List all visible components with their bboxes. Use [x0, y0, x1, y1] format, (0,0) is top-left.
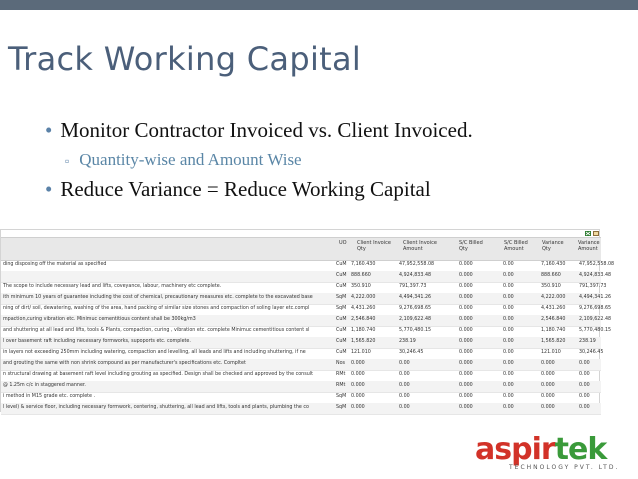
table-cell-vq: 4,222.000 — [541, 295, 566, 300]
bullet-dot-icon: • — [45, 118, 53, 142]
table-cell-scq: 0.000 — [459, 295, 473, 300]
table-cell-desc: l over basement raft including necessary formworks, supoports etc. complete. — [3, 339, 191, 344]
grid-header — [1, 237, 601, 261]
table-cell-ciq: 1,565.820 — [351, 339, 376, 344]
table-cell-sca: 0.00 — [503, 328, 514, 333]
table-cell-ciq: 0.000 — [351, 383, 365, 388]
table-cell-scq: 0.000 — [459, 317, 473, 322]
table-row[interactable] — [1, 304, 612, 316]
settings-icon[interactable] — [593, 231, 599, 236]
table-cell-desc: ning of dirt/ soil, dewatering, washing of the area, hand packing of similar size stones and compaction of soling layer etc.compl — [3, 306, 310, 311]
table-cell-vq: 350.910 — [541, 284, 561, 289]
table-cell-va: 0.00 — [579, 383, 590, 388]
table-cell-uom: CuM — [336, 350, 347, 355]
table-row[interactable] — [1, 260, 615, 272]
table-cell-sca: 0.00 — [503, 372, 514, 377]
table-cell-uom: CuM — [336, 284, 347, 289]
table-cell-vq: 888.660 — [541, 273, 561, 278]
table-cell-va: 4,924,833.48 — [579, 273, 612, 278]
table-cell-uom: CuM — [336, 273, 347, 278]
table-cell-sca: 0.00 — [503, 405, 514, 410]
slide-top-bar — [0, 0, 638, 10]
table-cell-uom: CuM — [336, 317, 347, 322]
table-cell-sca: 0.00 — [503, 350, 514, 355]
table-cell-va: 0.00 — [579, 394, 590, 399]
column-header-uom[interactable]: UO — [339, 240, 347, 246]
table-cell-vq: 0.000 — [541, 383, 555, 388]
sub-bullet-text: Quantity-wise and Amount Wise — [79, 150, 302, 169]
table-cell-vq: 0.000 — [541, 361, 555, 366]
table-cell-cia: 9,276,698.65 — [399, 306, 432, 311]
table-cell-ciq: 0.000 — [351, 361, 365, 366]
table-cell-va: 2,109,622.48 — [579, 317, 612, 322]
table-cell-uom: RMt — [336, 383, 346, 388]
table-cell-uom: SqM — [336, 306, 347, 311]
column-header-variance-qty[interactable]: Variance Qty — [542, 240, 564, 252]
table-cell-sca: 0.00 — [503, 262, 514, 267]
table-cell-va: 5,770,480.15 — [579, 328, 612, 333]
table-cell-cia: 0.00 — [399, 361, 410, 366]
table-row[interactable] — [1, 282, 607, 294]
logo-tagline: TECHNOLOGY PVT. LTD. — [509, 464, 620, 471]
table-cell-sca: 0.00 — [503, 273, 514, 278]
table-cell-scq: 0.000 — [459, 284, 473, 289]
table-cell-va: 0.00 — [579, 372, 590, 377]
table-cell-desc: @ 1.25m c/c in staggered manner. — [3, 383, 86, 388]
table-cell-scq: 0.000 — [459, 405, 473, 410]
table-cell-uom: SqM — [336, 394, 347, 399]
table-row[interactable] — [1, 359, 601, 371]
table-cell-cia: 0.00 — [399, 394, 410, 399]
table-cell-desc: i method in M15 grade etc. complete . — [3, 394, 96, 399]
table-row[interactable] — [1, 348, 604, 360]
table-cell-sca: 0.00 — [503, 284, 514, 289]
table-cell-ciq: 0.000 — [351, 372, 365, 377]
table-cell-ciq: 2,546.840 — [351, 317, 376, 322]
table-row[interactable] — [1, 392, 601, 404]
table-cell-vq: 2,546.840 — [541, 317, 566, 322]
table-cell-cia: 0.00 — [399, 405, 410, 410]
table-cell-va: 4,494,341.26 — [579, 295, 612, 300]
table-cell-va: 30,246.45 — [579, 350, 604, 355]
table-cell-sca: 0.00 — [503, 383, 514, 388]
table-row[interactable] — [1, 403, 601, 415]
table-cell-vq: 7,160.430 — [541, 262, 566, 267]
table-row[interactable] — [1, 381, 601, 393]
table-cell-cia: 5,770,480.15 — [399, 328, 432, 333]
table-cell-ciq: 4,222.000 — [351, 295, 376, 300]
table-cell-vq: 1,565.820 — [541, 339, 566, 344]
table-cell-scq: 0.000 — [459, 273, 473, 278]
table-cell-desc: and shuttering at all lead and lifts, tools & Plants, compaction, curing , vibration etc. complete Minimuc cementitious content sl — [3, 328, 310, 333]
slide-title: Track Working Capital — [8, 40, 362, 78]
table-cell-scq: 0.000 — [459, 350, 473, 355]
table-cell-cia: 791,397.73 — [399, 284, 427, 289]
table-cell-scq: 0.000 — [459, 383, 473, 388]
table-cell-sca: 0.00 — [503, 361, 514, 366]
table-cell-uom: RMt — [336, 372, 346, 377]
table-cell-va: 0.00 — [579, 405, 590, 410]
table-cell-ciq: 121.010 — [351, 350, 371, 355]
table-cell-ciq: 0.000 — [351, 405, 365, 410]
table-cell-sca: 0.00 — [503, 317, 514, 322]
column-header-variance-amount[interactable]: Variance Amount — [578, 240, 600, 252]
table-cell-cia: 238.19 — [399, 339, 416, 344]
table-cell-cia: 4,494,341.26 — [399, 295, 432, 300]
table-cell-ciq: 1,180.740 — [351, 328, 376, 333]
sub-bullet-icon: ▫ — [65, 154, 70, 168]
bullet-dot-icon: • — [45, 177, 53, 201]
table-cell-desc: mpaction,curing vibration etc. Minimuc cementitious content shall be 300kg/m3 — [3, 317, 196, 322]
bullet-text: Monitor Contractor Invoiced vs. Client Invoiced. — [60, 118, 473, 142]
table-cell-sca: 0.00 — [503, 306, 514, 311]
table-cell-desc: The scope to include necessary lead and lifts, coveyance, labour, machinery etc complete. — [3, 284, 222, 289]
table-row[interactable] — [1, 293, 612, 305]
table-cell-ciq: 7,160.430 — [351, 262, 376, 267]
table-cell-desc: ith minimum 10 years of guarantee including the cost of chemical, precautionary measures etc. complete to the excavated base — [3, 295, 313, 300]
table-cell-cia: 47,952,558.08 — [399, 262, 435, 267]
table-row[interactable] — [1, 370, 601, 382]
table-cell-uom: Nos — [336, 361, 346, 366]
table-cell-uom: CuM — [336, 262, 347, 267]
sub-bullet-item — [65, 150, 302, 170]
table-cell-cia: 30,246.45 — [399, 350, 424, 355]
table-cell-scq: 0.000 — [459, 361, 473, 366]
table-row[interactable] — [1, 326, 612, 338]
table-cell-ciq: 888.660 — [351, 273, 371, 278]
table-cell-vq: 121.010 — [541, 350, 561, 355]
table-row[interactable] — [1, 271, 612, 283]
table-cell-va: 791,397.73 — [579, 284, 607, 289]
working-capital-grid — [0, 229, 615, 412]
table-cell-desc: n structural drawing at basement raft level including grouting as specified. Design shall be checked and approved by the consult — [3, 372, 313, 377]
table-cell-vq: 0.000 — [541, 405, 555, 410]
column-header-sc-billed-amount[interactable]: S/C Billed Amount — [504, 240, 528, 252]
bullet-text: Reduce Variance = Reduce Working Capital — [60, 177, 431, 201]
table-cell-vq: 4,431.260 — [541, 306, 566, 311]
column-header-client-invoice-amount[interactable]: Client Invoice Amount — [403, 240, 437, 252]
table-cell-desc: and grouting the same with non shrink compound as per manufacturer's specifications etc. Compltet — [3, 361, 246, 366]
table-cell-sca: 0.00 — [503, 295, 514, 300]
table-row[interactable] — [1, 337, 601, 349]
table-cell-cia: 4,924,833.48 — [399, 273, 432, 278]
table-cell-uom: SqM — [336, 405, 347, 410]
table-cell-sca: 0.00 — [503, 339, 514, 344]
table-cell-uom: SqM — [336, 295, 347, 300]
bullet-item — [45, 118, 473, 143]
table-cell-scq: 0.000 — [459, 339, 473, 344]
table-cell-va: 47,952,558.08 — [579, 262, 615, 267]
table-cell-scq: 0.000 — [459, 394, 473, 399]
company-logo — [475, 434, 635, 474]
table-cell-va: 9,276,698.65 — [579, 306, 612, 311]
column-header-sc-billed-qty[interactable]: S/C Billed Qty — [459, 240, 483, 252]
logo-wordmark: aspirtek — [475, 432, 607, 467]
column-header-client-invoice-qty[interactable]: Client Invoice Qty — [357, 240, 391, 252]
table-cell-va: 238.19 — [579, 339, 596, 344]
table-cell-cia: 2,109,622.48 — [399, 317, 432, 322]
table-cell-ciq: 0.000 — [351, 394, 365, 399]
table-cell-sca: 0.00 — [503, 394, 514, 399]
table-cell-scq: 0.000 — [459, 306, 473, 311]
table-cell-vq: 0.000 — [541, 394, 555, 399]
table-cell-scq: 0.000 — [459, 328, 473, 333]
table-cell-scq: 0.000 — [459, 372, 473, 377]
table-cell-uom: CuM — [336, 339, 347, 344]
table-cell-desc: l level) & service floor, including necessary formwork, centering, shuttering, all lead and lifts, tools and plants, plumbing the co — [3, 405, 309, 410]
table-cell-ciq: 350.910 — [351, 284, 371, 289]
table-cell-desc: ding disposing off the material as specified — [3, 262, 107, 267]
table-cell-va: 0.00 — [579, 361, 590, 366]
table-cell-vq: 1,180.740 — [541, 328, 566, 333]
table-cell-cia: 0.00 — [399, 383, 410, 388]
excel-export-icon[interactable] — [585, 231, 591, 236]
table-row[interactable] — [1, 315, 612, 327]
table-cell-ciq: 4,431.260 — [351, 306, 376, 311]
table-cell-scq: 0.000 — [459, 262, 473, 267]
table-cell-cia: 0.00 — [399, 372, 410, 377]
table-cell-uom: CuM — [336, 328, 347, 333]
table-cell-desc: in layers not exceeding 250mm including watering, compaction and levelling, all leads and lifts and including shuttering, if ne — [3, 350, 306, 355]
table-cell-vq: 0.000 — [541, 372, 555, 377]
bullet-item — [45, 177, 431, 202]
